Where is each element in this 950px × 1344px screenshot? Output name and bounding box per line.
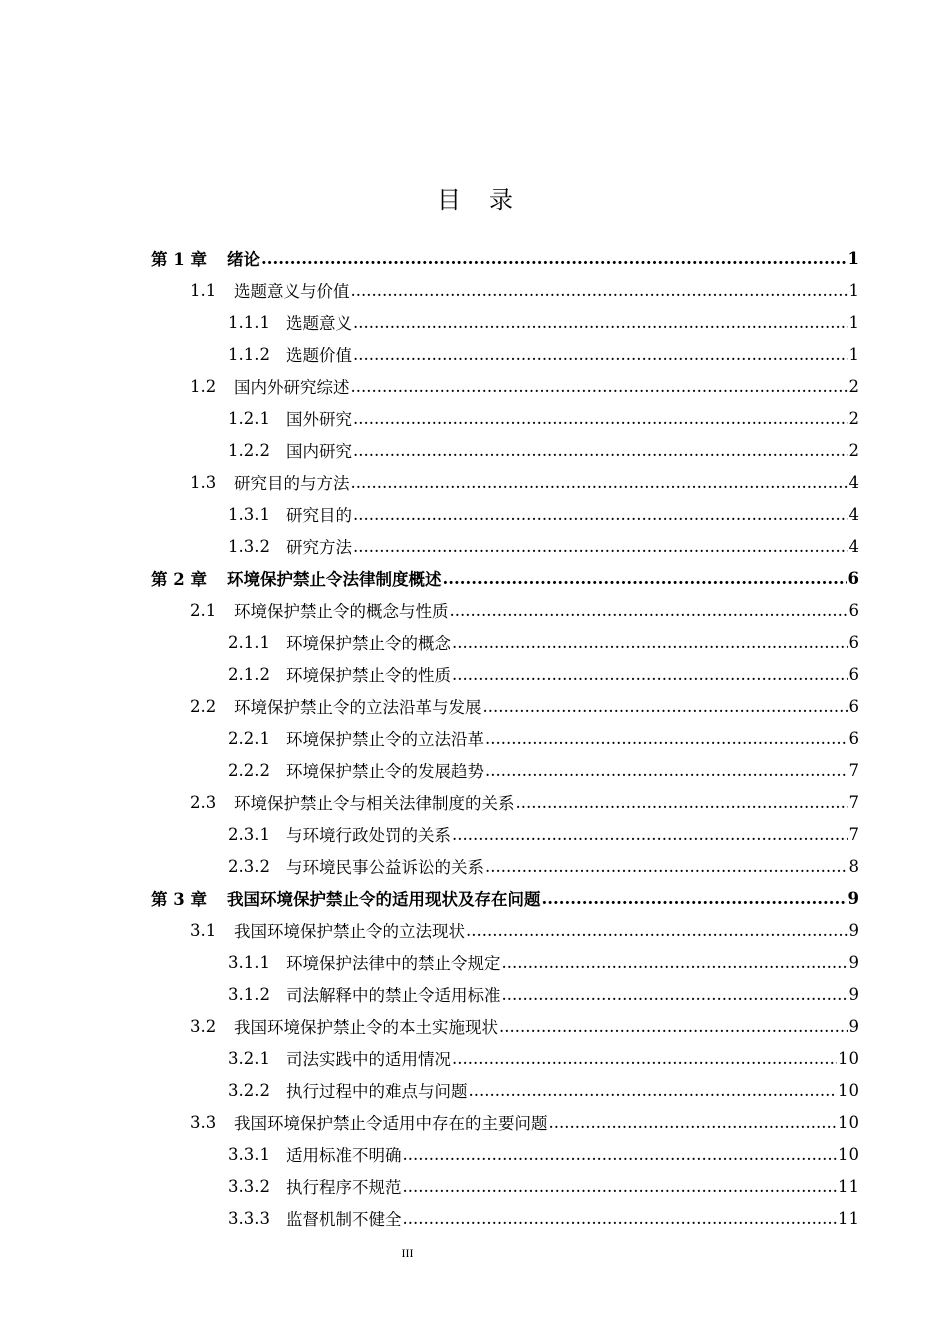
toc-entry-title: 监督机制不健全 (286, 1210, 402, 1229)
toc-entry-page: 11 (838, 1176, 859, 1196)
toc-entry-page: 6 (848, 664, 859, 684)
toc-entry-title: 国内研究 (286, 442, 352, 461)
toc-dot-leader (403, 1177, 838, 1196)
toc-subsection-entry[interactable] (228, 434, 859, 466)
toc-dot-leader (353, 537, 848, 556)
toc-entry-title: 环境保护禁止令的概念与性质 (234, 602, 449, 621)
toc-entry-page: 7 (848, 824, 859, 844)
toc-entry-number: 第 2 章 (151, 570, 207, 589)
toc-entry-page: 2 (848, 408, 859, 428)
toc-entry-page: 6 (847, 568, 859, 588)
toc-dot-leader (403, 1209, 838, 1228)
toc-entry-page: 4 (848, 536, 859, 556)
toc-entry-page: 6 (848, 600, 859, 620)
toc-subsection-entry[interactable] (228, 978, 859, 1010)
toc-entry-number: 1.3 (190, 472, 217, 492)
toc-dot-leader (452, 1049, 837, 1068)
toc-subsection-entry[interactable] (228, 658, 859, 690)
toc-dot-leader (261, 249, 847, 268)
toc-dot-leader (452, 665, 848, 684)
toc-entry-title: 适用标准不明确 (286, 1146, 402, 1165)
toc-entry-page: 9 (848, 920, 859, 940)
toc-dot-leader (452, 633, 848, 652)
toc-entry-title: 国外研究 (286, 410, 352, 429)
toc-dot-leader (485, 857, 848, 876)
toc-entry-number: 3.3.1 (228, 1144, 270, 1164)
toc-entry-page: 4 (848, 472, 859, 492)
toc-entry-page: 9 (848, 952, 859, 972)
toc-dot-leader (353, 505, 848, 524)
toc-chapter-entry[interactable] (151, 562, 859, 594)
toc-entry-page: 6 (848, 728, 859, 748)
toc-entry-number: 2.1 (190, 600, 217, 620)
toc-dot-leader (351, 281, 848, 300)
toc-dot-leader (549, 1113, 838, 1132)
toc-entry-title: 研究方法 (286, 538, 352, 557)
toc-entry-page: 2 (848, 440, 859, 460)
toc-entry-page: 2 (848, 376, 859, 396)
toc-entry-number: 1.2.2 (228, 440, 270, 460)
toc-dot-leader (466, 921, 848, 940)
toc-entry-number: 2.2.1 (228, 728, 270, 748)
toc-entry-title: 环境保护禁止令与相关法律制度的关系 (234, 794, 515, 813)
toc-entry-title: 执行过程中的难点与问题 (286, 1082, 468, 1101)
toc-entry-title: 选题价值 (286, 346, 352, 365)
toc-entry-title: 与环境行政处罚的关系 (286, 826, 451, 845)
toc-dot-leader (353, 345, 848, 364)
toc-subsection-entry[interactable] (228, 754, 859, 786)
toc-entry-title: 我国环境保护禁止令的立法现状 (234, 922, 465, 941)
toc-subsection-entry[interactable] (228, 338, 859, 370)
toc-subsection-entry[interactable] (228, 1042, 859, 1074)
toc-entry-title: 环境保护法律中的禁止令规定 (286, 954, 501, 973)
toc-entry-title: 环境保护禁止令的发展趋势 (286, 762, 484, 781)
toc-dot-leader (452, 825, 848, 844)
toc-entry-number: 3.2.2 (228, 1080, 270, 1100)
toc-subsection-entry[interactable] (228, 402, 859, 434)
toc-entry-number: 2.1.1 (228, 632, 270, 652)
toc-subsection-entry[interactable] (228, 306, 859, 338)
toc-entry-title: 研究目的 (286, 506, 352, 525)
toc-entry-page: 9 (848, 984, 859, 1004)
toc-dot-leader (351, 377, 848, 396)
toc-entry-page: 7 (848, 792, 859, 812)
toc-entry-number: 3.3.3 (228, 1208, 270, 1228)
toc-entry-number: 3.1.1 (228, 952, 270, 972)
toc-entry-number: 3.3.2 (228, 1176, 270, 1196)
toc-section-entry[interactable] (190, 914, 859, 946)
toc-subsection-entry[interactable] (228, 1074, 859, 1106)
toc-entry-page: 10 (838, 1144, 859, 1164)
toc-section-entry[interactable] (190, 274, 859, 306)
toc-dot-leader (450, 601, 848, 620)
toc-dot-leader (443, 569, 847, 588)
toc-subsection-entry[interactable] (228, 818, 859, 850)
toc-entry-title: 执行程序不规范 (286, 1178, 402, 1197)
page-number-footer: III (401, 1246, 414, 1260)
toc-subsection-entry[interactable] (228, 498, 859, 530)
toc-section-entry[interactable] (190, 690, 859, 722)
toc-entry-page: 10 (838, 1112, 859, 1132)
toc-entry-page: 10 (838, 1080, 859, 1100)
toc-entry-number: 2.3 (190, 792, 217, 812)
toc-entry-page: 6 (848, 632, 859, 652)
toc-entry-title: 选题意义 (286, 314, 352, 333)
toc-entry-number: 第 1 章 (151, 250, 207, 269)
toc-entry-number: 1.1 (190, 280, 217, 300)
toc-entry-number: 2.3.1 (228, 824, 270, 844)
toc-dot-leader (353, 313, 848, 332)
toc-dot-leader (403, 1145, 838, 1164)
toc-entry-number: 3.3 (190, 1112, 217, 1132)
toc-entry-page: 7 (848, 760, 859, 780)
toc-entry-title: 研究目的与方法 (234, 474, 350, 493)
toc-chapter-entry[interactable] (151, 882, 859, 914)
toc-dot-leader (353, 409, 848, 428)
toc-entry-page: 1 (848, 344, 859, 364)
toc-section-entry[interactable] (190, 370, 859, 402)
toc-entry-number: 2.2 (190, 696, 217, 716)
toc-entry-page: 9 (847, 888, 859, 908)
page-title: 目录 (437, 186, 541, 214)
toc-chapter-entry[interactable] (151, 242, 859, 274)
toc-entry-page: 1 (848, 312, 859, 332)
toc-entry-number: 第 3 章 (151, 890, 207, 909)
toc-dot-leader (502, 985, 848, 1004)
toc-entry-title: 绪论 (227, 250, 260, 269)
toc-dot-leader (351, 473, 848, 492)
toc-subsection-entry[interactable] (228, 1170, 859, 1202)
toc-subsection-entry[interactable] (228, 530, 859, 562)
toc-entry-title: 环境保护禁止令法律制度概述 (227, 570, 442, 589)
toc-entry-number: 2.1.2 (228, 664, 270, 684)
toc-subsection-entry[interactable] (228, 1202, 859, 1234)
toc-entry-page: 11 (838, 1208, 859, 1228)
toc-entry-title: 我国环境保护禁止令的适用现状及存在问题 (227, 890, 541, 909)
toc-entry-number: 1.1.2 (228, 344, 270, 364)
toc-dot-leader (485, 729, 848, 748)
toc-section-entry[interactable] (190, 1106, 859, 1138)
toc-entry-number: 1.2 (190, 376, 217, 396)
toc-entry-title: 环境保护禁止令的立法沿革与发展 (234, 698, 482, 717)
toc-entry-title: 环境保护禁止令的概念 (286, 634, 451, 653)
toc-subsection-entry[interactable] (228, 626, 859, 658)
toc-entry-title: 司法解释中的禁止令适用标准 (286, 986, 501, 1005)
toc-entry-number: 1.2.1 (228, 408, 270, 428)
toc-entry-page: 1 (847, 248, 859, 268)
toc-dot-leader (499, 1017, 848, 1036)
toc-entry-number: 1.3.2 (228, 536, 270, 556)
toc-entry-page: 1 (848, 280, 859, 300)
toc-entry-page: 10 (838, 1048, 859, 1068)
toc-entry-title: 与环境民事公益诉讼的关系 (286, 858, 484, 877)
toc-entry-number: 2.2.2 (228, 760, 270, 780)
toc-entry-title: 国内外研究综述 (234, 378, 350, 397)
toc-entry-page: 9 (848, 1016, 859, 1036)
toc-dot-leader (353, 441, 848, 460)
toc-entry-number: 3.2.1 (228, 1048, 270, 1068)
toc-entry-number: 2.3.2 (228, 856, 270, 876)
toc-section-entry[interactable] (190, 594, 859, 626)
toc-entry-title: 我国环境保护禁止令适用中存在的主要问题 (234, 1114, 548, 1133)
toc-entry-title: 选题意义与价值 (234, 282, 350, 301)
toc-entry-title: 环境保护禁止令的立法沿革 (286, 730, 484, 749)
toc-section-entry[interactable] (190, 1010, 859, 1042)
toc-entry-title: 司法实践中的适用情况 (286, 1050, 451, 1069)
toc-entry-number: 1.1.1 (228, 312, 270, 332)
toc-entry-page: 6 (848, 696, 859, 716)
toc-entry-number: 1.3.1 (228, 504, 270, 524)
toc-section-entry[interactable] (190, 466, 859, 498)
toc-dot-leader (485, 761, 848, 780)
toc-subsection-entry[interactable] (228, 850, 859, 882)
toc-subsection-entry[interactable] (228, 1138, 859, 1170)
toc-entry-number: 3.1.2 (228, 984, 270, 1004)
toc-subsection-entry[interactable] (228, 946, 859, 978)
toc-dot-leader (542, 889, 847, 908)
toc-entry-page: 8 (848, 856, 859, 876)
toc-entry-title: 我国环境保护禁止令的本土实施现状 (234, 1018, 498, 1037)
toc-entry-title: 环境保护禁止令的性质 (286, 666, 451, 685)
toc-entry-number: 3.1 (190, 920, 217, 940)
toc-entry-page: 4 (848, 504, 859, 524)
toc-dot-leader (516, 793, 848, 812)
toc-section-entry[interactable] (190, 786, 859, 818)
toc-subsection-entry[interactable] (228, 722, 859, 754)
toc-entry-number: 3.2 (190, 1016, 217, 1036)
toc-dot-leader (469, 1081, 838, 1100)
toc-dot-leader (502, 953, 848, 972)
toc-dot-leader (483, 697, 848, 716)
